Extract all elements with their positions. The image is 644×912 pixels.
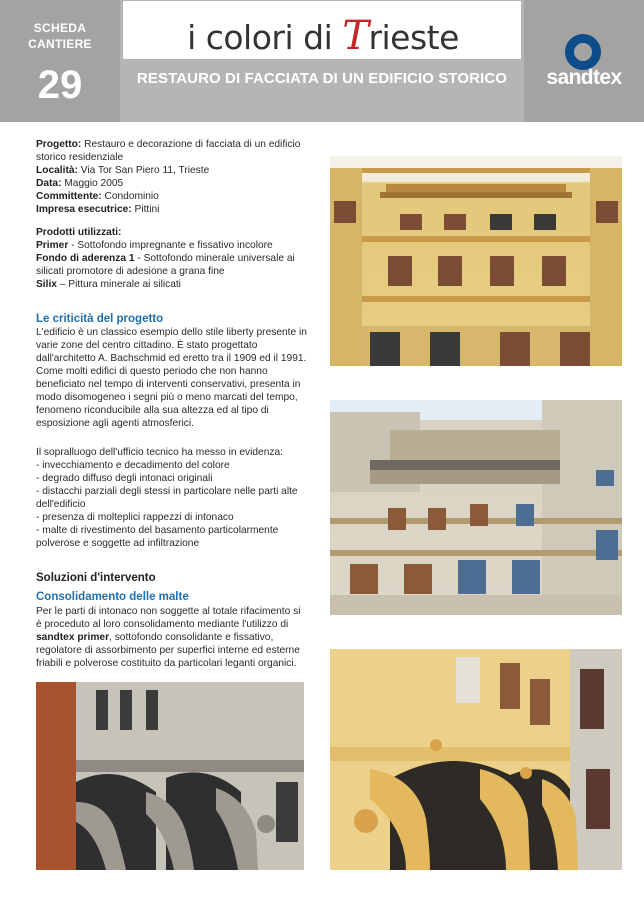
title-pre: i colori di [187, 18, 343, 57]
title-t-letter: T [342, 13, 369, 59]
brand-name: sandtex [546, 66, 622, 89]
sandtex-logo-icon [565, 34, 601, 70]
soluzioni-heading: Soluzioni d'intervento [36, 572, 156, 584]
committente-line [36, 190, 308, 203]
issue-item: - presenza di molteplici rappezzi di intonaco [36, 512, 234, 523]
criticita-heading: Le criticità del progetto [36, 313, 164, 325]
title-box [122, 0, 522, 60]
products-section [36, 226, 308, 291]
localita-value: Via Tor San Piero 11, Trieste [77, 165, 210, 176]
product-desc: - Sottofondo minerale universale ai silicati promotore di adesione a grana fine [36, 253, 295, 277]
issue-item: - degrado diffuso degli intonaci originali [36, 473, 213, 484]
product-name: Fondo di aderenza 1 [36, 253, 135, 264]
scheda-line2: CANTIERE [28, 37, 92, 51]
series-title [123, 13, 523, 59]
corbels-photo-after [330, 649, 622, 870]
product-desc: – Pittura minerale ai silicati [56, 279, 181, 290]
impresa-value: Pittini [131, 204, 160, 215]
progetto-line [36, 138, 308, 164]
committente-label: Committente: [36, 191, 102, 202]
impresa-line [36, 203, 308, 216]
facade-illustration [330, 156, 622, 366]
corbels-illustration [330, 649, 622, 870]
localita-line [36, 164, 308, 177]
product-name: Primer [36, 240, 69, 251]
product-item [36, 252, 308, 278]
progetto-value: Restauro e decorazione di facciata di un edificio storico residenziale [36, 139, 301, 163]
page-subtitle: RESTAURO DI FACCIATA DI UN EDIFICIO STORICO [136, 70, 508, 87]
scheda-line1: SCHEDA [33, 21, 87, 35]
facade-illustration [330, 400, 622, 615]
issue-item: - invecchiamento e decadimento del colore [36, 460, 230, 471]
data-label: Data: [36, 178, 62, 189]
impresa-label: Impresa esecutrice: [36, 204, 132, 215]
page-header [0, 0, 644, 122]
product-name: Silix [36, 279, 57, 290]
issue-item: - malte di rivestimento del basamento particolarmente polverose e soggette ad infiltrazione [36, 525, 279, 549]
cons-product: sandtex primer [36, 632, 110, 643]
scheda-label [0, 20, 120, 52]
title-area [122, 0, 522, 122]
project-info [36, 138, 308, 216]
facade-photo-weathered [330, 400, 622, 615]
progetto-label: Progetto: [36, 139, 82, 150]
products-heading: Prodotti utilizzati: [36, 227, 122, 238]
product-desc: - Sottofondo impregnante e fissativo incolore [68, 240, 273, 251]
cons-text-pre: Per le parti di intonaco non soggette al totale rifacimento si è proceduto al loro consolidamento mediante l'utilizzo di [36, 606, 301, 630]
product-item [36, 239, 308, 252]
consolidamento-paragraph [36, 605, 308, 670]
issue-item: - distacchi parziali degli stessi in particolare nelle parti alte dell'edificio [36, 486, 298, 510]
sopralluogo-section [36, 446, 308, 550]
data-value: Maggio 2005 [61, 178, 124, 189]
consolidamento-heading: Consolidamento delle malte [36, 591, 189, 603]
corbels-illustration [36, 682, 304, 870]
data-line [36, 177, 308, 190]
brand-block [524, 0, 644, 122]
scheda-block [0, 0, 120, 122]
product-item [36, 278, 308, 291]
corbels-photo-before [36, 682, 304, 870]
scheda-number: 29 [37, 63, 83, 107]
criticita-paragraph: L'edificio è un classico esempio dello stile liberty presente in varie zone del centro cittadino. È stato progettato dall'architetto A. Bachschmid ed eretto tra il 1909 ed il 1991. Come molti edifici di questo periodo che non hanno beneficiato nel tempo di interventi conservativi, presenta in modo disomogeneo i segni più o meno marcati del tempo, fenomeno riconducibile alla sua altezza ed al tipo di esposizione agli agenti atmosferici. [36, 327, 307, 429]
localita-label: Località: [36, 165, 78, 176]
title-post: rieste [368, 18, 459, 57]
cons-text-post: , sottofondo consolidante e fissativo, regolatore di assorbimento per superfici interne ed esterne friabili e polverose costituito da particolari leganti organici. [36, 632, 300, 669]
committente-value: Condominio [101, 191, 159, 202]
sopralluogo-intro: Il sopralluogo dell'ufficio tecnico ha messo in evidenza: [36, 447, 283, 458]
facade-photo-yellow [330, 156, 622, 366]
